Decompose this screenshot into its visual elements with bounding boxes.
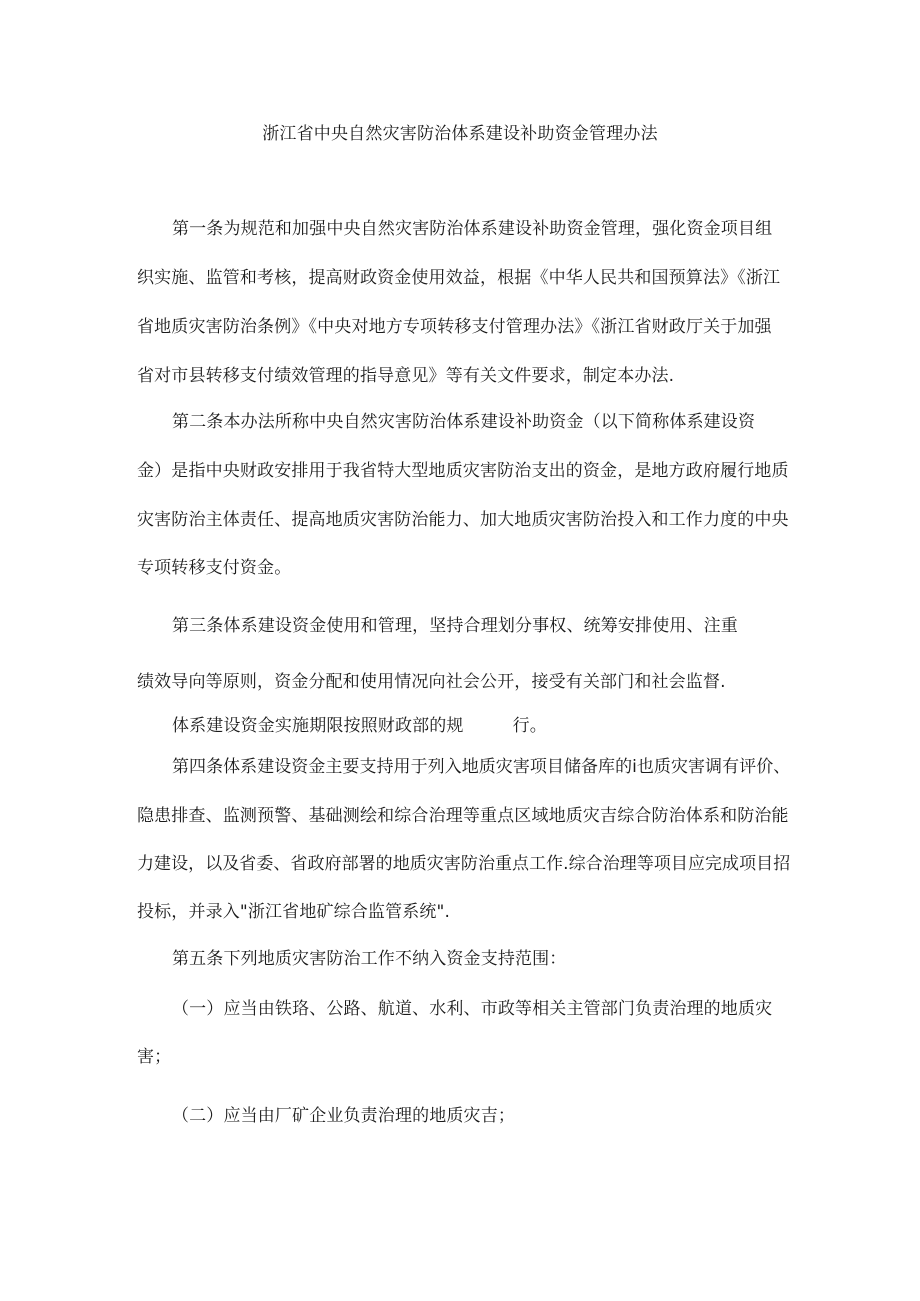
article2-line4: 专项转移支付资金。: [137, 558, 292, 578]
article2-line1: 第二条本办法所称中央自然灾害防治体系建设补助资金（以下简称体系建设资: [172, 412, 756, 432]
article3-line3-part2: 行。: [512, 716, 547, 736]
article4-line1: 第四条体系建设资金主要支持用于列入地质灾害项目储备库的i也质灾害调有评价、: [172, 757, 791, 777]
article1-line4: 省对市县转移支付绩效管理的指导意见》等有关文件要求，制定本办法.: [137, 366, 675, 386]
article1-line3: 省地质灾害防治条例》《中央对地方专项转移支付管理办法》《浙江省财政厅关于加强: [137, 317, 772, 337]
article5-item2-line1: （二）应当由厂矿企业负责治理的地质灾吉；: [172, 1106, 515, 1126]
article1-line1: 第一条为规范和加强中央自然灾害防治体系建设补助资金管理，强化资金项目组: [172, 219, 773, 239]
article5-item1-line1: （一）应当由铁珞、公路、航道、水利、市政等相关主管部门负责治理的地质灾: [172, 999, 773, 1019]
article5-line1: 第五条下列地质灾害防治工作不纳入资金支持范围：: [172, 949, 567, 969]
article2-line2: 金）是指中央财政安排用于我省特大型地质灾害防治支出的资金，是地方政府履行地质: [137, 461, 789, 481]
article3-line3: [172, 712, 547, 740]
article1-line2: 织实施、监管和考核，提高财政资金使用效益，根据《中华人民共和国预算法》《浙江: [137, 268, 781, 288]
article4-line2: 隐患排查、监测预警、基础测绘和综合治理等重点区域地质灾吉综合防治体系和防治能: [137, 806, 789, 826]
article3-line2: 绩效导向等原则，资金分配和使用情况向社会公开，接受有关部门和社会监督.: [137, 672, 726, 692]
article3-line3-part1: 体系建设资金实施期限按照财政部的规: [172, 716, 464, 736]
article4-line4: 投标，并录入"浙江省地矿综合监管系统".: [137, 902, 451, 922]
article2-line3: 灾害防治主体责任、提高地质灾害防治能力、加大地质灾害防治投入和工作力度的中央: [137, 510, 789, 530]
document-title: 浙江省中央自然灾害防治体系建设补助资金管理办法: [262, 124, 658, 144]
article3-line1: 第三条体系建设资金使用和管理，坚持合理划分事权、统筹安排使用、注重: [172, 616, 738, 636]
article4-line3: 力建设，以及省委、省政府部署的地质灾害防治重点工作.综合治理等项目应完成项目招: [137, 854, 791, 874]
article5-item1-line2: 害；: [137, 1047, 172, 1067]
